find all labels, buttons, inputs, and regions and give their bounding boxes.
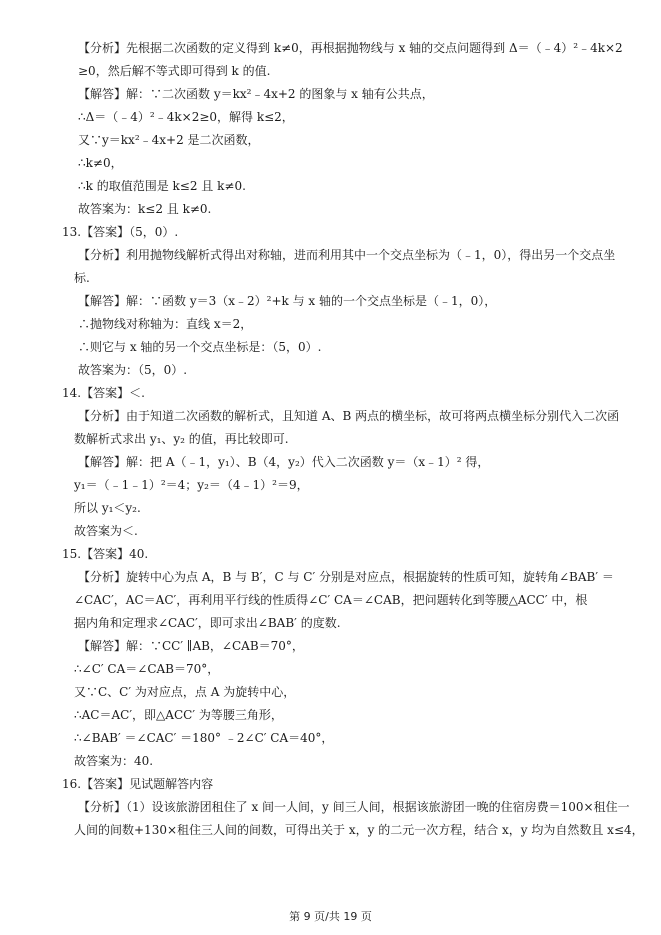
text-line: 所以 y₁＜y₂. bbox=[74, 501, 141, 515]
text-line: 【分析】先根据二次函数的定义得到 k≠0，再根据抛物线与 x 轴的交点问题得到 Δ＝（﹣4）²﹣4k×2 bbox=[78, 41, 623, 55]
answer-heading: 16.【答案】见试题解答内容 bbox=[62, 777, 214, 791]
text-line: ∴∠C′ CA＝∠CAB＝70°， bbox=[74, 662, 220, 676]
text-line: 人间的间数+130×租住三人间的间数，可得出关于 x，y 的二元一次方程，结合 x，y 均为自然数且 x≤4， bbox=[74, 823, 644, 837]
text-line: ∴∠BAB′ ＝∠CAC′ ＝180° ﹣2∠C′ CA＝40°， bbox=[74, 731, 334, 745]
page-footer: 第 9 页/共 19 页 bbox=[289, 910, 372, 923]
text-line: ∴k 的取值范围是 k≤2 且 k≠0. bbox=[78, 179, 246, 193]
text-line: 故答案为＜. bbox=[74, 524, 138, 538]
text-line: y₁＝（﹣1﹣1）²＝4；y₂＝（4﹣1）²＝9， bbox=[74, 478, 309, 492]
text-line: 又∵y＝kx²﹣4x+2 是二次函数， bbox=[78, 133, 260, 147]
text-line: 故答案为：k≤2 且 k≠0. bbox=[78, 202, 212, 216]
text-line: 【解答】解：∵二次函数 y＝kx²﹣4x+2 的图象与 x 轴有公共点， bbox=[78, 87, 434, 101]
text-line: 【分析】旋转中心为点 A，B 与 B′，C 与 C′ 分别是对应点，根据旋转的性质可知，旋转角∠BAB′ ＝ bbox=[78, 570, 614, 584]
text-line: 又∵C、C′ 为对应点，点 A 为旋转中心， bbox=[74, 685, 296, 699]
text-line: 【分析】（1）设该旅游团租住了 x 间一人间，y 间三人间，根据该旅游团一晚的住宿房费＝100×租住一 bbox=[78, 800, 630, 814]
text-line: 标. bbox=[74, 271, 90, 285]
text-line: 【分析】利用抛物线解析式得出对称轴，进而利用其中一个交点坐标为（﹣1，0），得出另一个交点坐 bbox=[78, 248, 616, 262]
text-line: 【解答】解：∵CC′ ∥AB，∠CAB＝70°， bbox=[78, 639, 304, 653]
text-line: ≥0，然后解不等式即可得到 k 的值. bbox=[78, 64, 271, 78]
text-line: 据内角和定理求∠CAC′，即可求出∠BAB′ 的度数. bbox=[74, 616, 341, 630]
text-line: ∴Δ＝（﹣4）²﹣4k×2≥0，解得 k≤2， bbox=[78, 110, 294, 124]
text-line: ∠CAC′，AC＝AC′，再利用平行线的性质得∠C′ CA＝∠CAB，把问题转化到等腰△ACC′ 中，根 bbox=[74, 593, 588, 607]
text-line: 故答案为：40. bbox=[74, 754, 154, 768]
answer-heading: 13.【答案】（5，0）. bbox=[62, 225, 179, 239]
text-line: 【解答】解：∵函数 y＝3（x﹣2）²+k 与 x 轴的一个交点坐标是（﹣1，0）， bbox=[78, 294, 497, 308]
text-line: 数解析式求出 y₁、y₂ 的值，再比较即可. bbox=[74, 432, 289, 446]
text-line: ∴抛物线对称轴为：直线 x＝2， bbox=[78, 317, 253, 331]
answer-heading: 14.【答案】＜. bbox=[62, 386, 145, 400]
text-line: 故答案为：（5，0）. bbox=[78, 363, 188, 377]
text-line: ∴AC＝AC′，即△ACC′ 为等腰三角形， bbox=[74, 708, 283, 722]
text-line: ∴k≠0， bbox=[78, 156, 123, 170]
text-line: 【分析】由于知道二次函数的解析式，且知道 A、B 两点的横坐标，故可将两点横坐标分别代入二次函 bbox=[78, 409, 620, 423]
text-line: ∴则它与 x 轴的另一个交点坐标是：（5，0）. bbox=[78, 340, 322, 354]
text-line: 【解答】解：把 A（﹣1，y₁）、B（4，y₂）代入二次函数 y＝（x﹣1）² 得， bbox=[78, 455, 490, 469]
answer-heading: 15.【答案】40. bbox=[62, 547, 149, 561]
